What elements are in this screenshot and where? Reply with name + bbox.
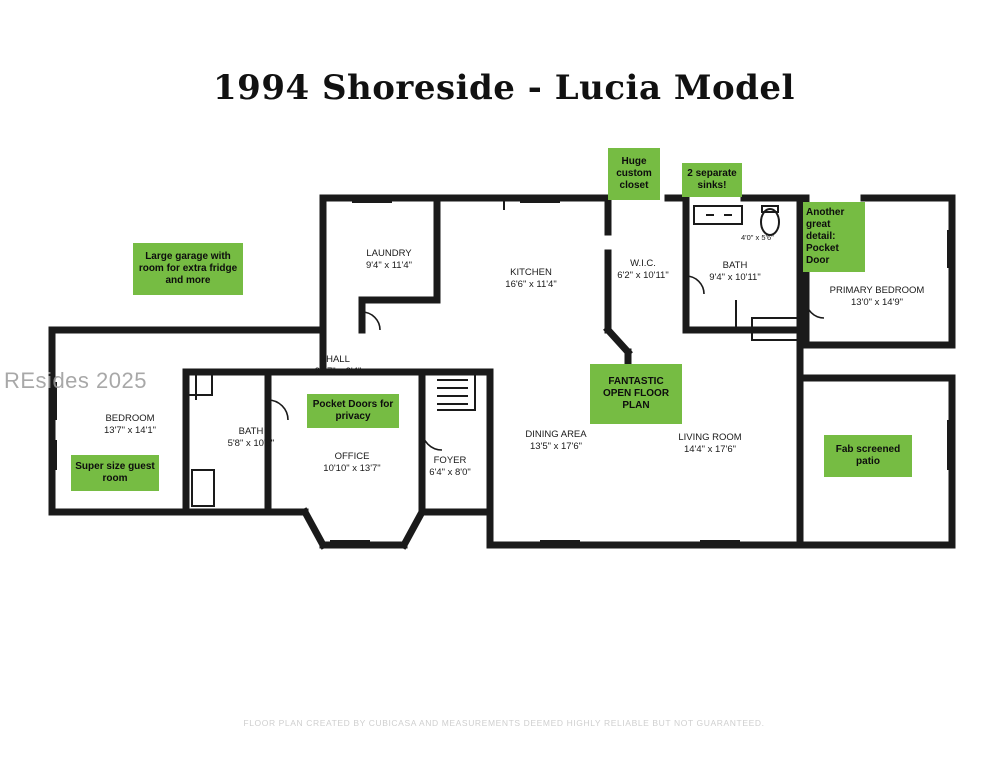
footer-disclaimer: FLOOR PLAN CREATED BY CUBICASA AND MEASUREMENTS DEEMED HIGHLY RELIABLE BUT NOT GUARANTEED. [243,718,765,728]
room-name: FOYER [433,455,467,466]
callout-fantastic-open-floor-plan: FANTASTIC OPEN FLOOR PLAN [590,364,682,424]
room-label-bath-guest [213,426,289,450]
callout-pocket-doors-privacy: Pocket Doors for privacy [307,394,399,428]
room-dimensions: 13'0" x 14'9" [850,297,904,308]
room-dimensions: 16'6" x 11'4" [505,279,557,290]
room-dimensions: 6'2" x 10'11" [617,270,669,281]
room-dimensions: 9'4" x 11'4" [365,260,413,271]
room-dimensions: 13'5" x 17'6" [529,441,583,452]
room-dimensions: 10'10" x 13'7" [323,463,381,474]
room-dimensions: 6'4" x 8'0" [429,467,471,478]
room-dimensions: 13'7" x 14'1" [103,425,157,436]
callout-large-garage: Large garage with room for extra fridge and more [133,243,243,295]
room-label-laundry [344,248,434,272]
room-label-office [307,451,397,475]
label-water-closet-dimensions: 4'0" x 5'6" [741,233,774,242]
callout-huge-custom-closet: Huge custom closet [608,148,660,200]
room-label-living-room [655,432,765,456]
room-name: OFFICE [334,451,370,462]
callout-two-separate-sinks: 2 separate sinks! [682,163,742,197]
room-name: KITCHEN [510,267,552,278]
room-name: PRIMARY BEDROOM [829,285,925,296]
room-label-kitchen [481,267,581,291]
room-name: LAUNDRY [366,248,412,259]
room-name: BEDROOM [105,413,155,424]
page-title: 1994 Shoreside - Lucia Model [213,68,795,108]
room-label-bedroom [82,413,178,437]
callout-super-size-guest-room: Super size guest room [71,455,159,491]
callout-pocket-door-primary: Another great detail: Pocket Door [803,202,865,272]
callout-fab-screened-patio: Fab screened patio [824,435,912,477]
watermark: REsides 2025 [4,368,147,393]
room-name: HALL [326,354,350,365]
room-dimensions: 14'4" x 17'6" [683,444,737,455]
room-label-foyer [412,455,488,479]
room-name: BATH [238,426,264,437]
room-name: BATH [722,260,748,271]
room-name: W.I.C. [630,258,656,269]
room-label-dining-area [508,429,604,453]
room-label-bath-primary [690,260,780,284]
room-label-hall [300,354,376,378]
room-dimensions: 5'8" x 10'5" [227,438,275,449]
room-name: LIVING ROOM [678,432,742,443]
room-dimensions: 9'4" x 10'11" [709,272,761,283]
room-name: DINING AREA [525,429,587,440]
room-dimensions: 21'7" x 3'4" [314,366,362,377]
room-label-wic [598,258,688,282]
room-label-primary-bedroom [812,285,942,309]
